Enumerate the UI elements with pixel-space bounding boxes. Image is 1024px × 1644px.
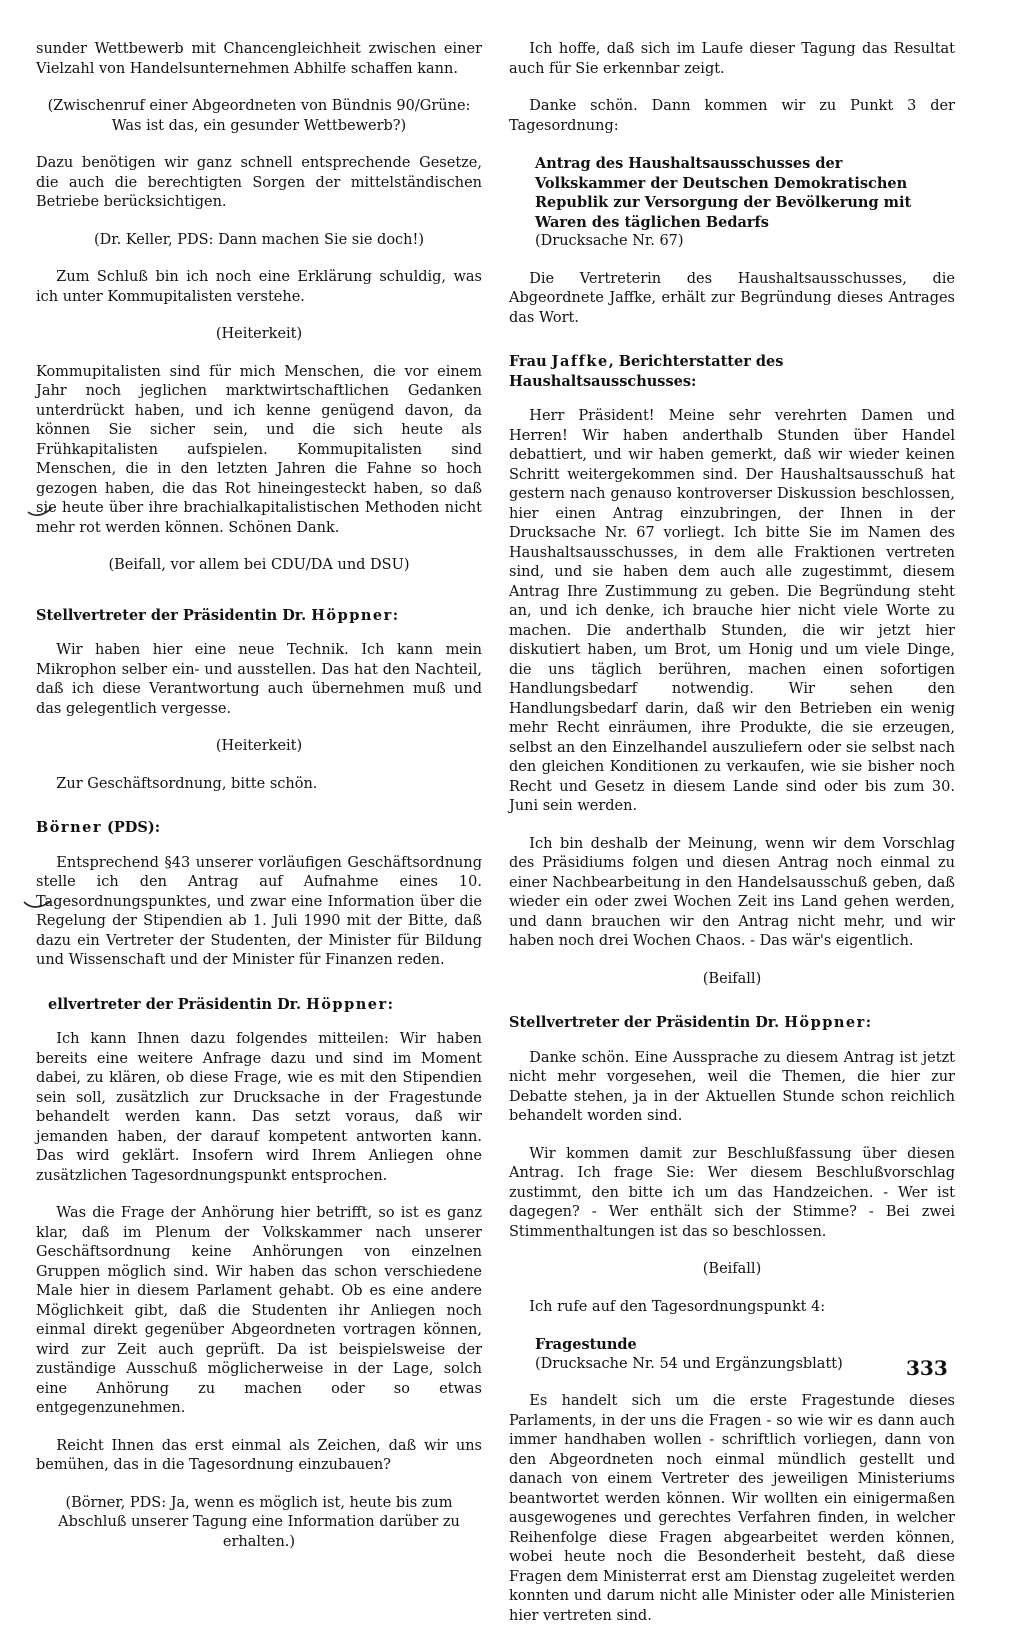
speaker-heading — [36, 606, 482, 626]
speaker-role: , Berichterstatter des Haushaltsausschusses: — [509, 353, 784, 390]
paragraph: Es handelt sich um die erste Fragestunde dieses Parlaments, in der uns die Fragen - so wie wir es dann auch immer handhaben wollen - schriftlich vorliegen, dann von den Abgeordneten noch einmal mündlich gestellt und danach von einem Vertreter des jeweiligen Ministeriums beantwortet werden können. Wir wollten ein einigermaßen ausgewogenes und gerechtes Verfahren finden, in welcher Reihenfolge diese Fragen abgearbeitet werden können, wobei heute noch die Besonderheit besteht, daß diese Fragen dem Ministerrat erst am Dienstag zugeleitet werden konnten und darum nicht alle Minister oder alle Ministerien hier vertreten sind. — [509, 1393, 955, 1624]
paragraph: Entsprechend §43 unserer vorläufigen Geschäftsordnung stelle ich den Antrag auf Aufnahme eines 10. Tagesordnungspunktes, und zwar eine Information über die Regelung der Stipendien ab 1. Juli 1990 mit der Bitte, daß dazu ein Vertreter der Studenten, der Minister für Bildung und Wissenschaft und der Minister für Finanzen reden. — [36, 854, 482, 968]
scan-mark — [26, 502, 56, 522]
paragraph: Ich bin deshalb der Meinung, wenn wir dem Vorschlag des Präsidiums folgen und diesen Antrag noch einmal zu einer Nachbearbeitung in den Handelsausschuß geben, daß wieder ein oder zwei Wochen Zeit ins Land gehen werden, und dann brauchen wir den Antrag nicht mehr, und wir haben noch drei Wochen Chaos. - Das wär's eigentlich. — [509, 835, 955, 949]
paragraph: Danke schön. Dann kommen wir zu Punkt 3 der Tagesordnung: — [509, 98, 955, 134]
agenda-reference: (Drucksache Nr. 54 und Ergänzungsblatt) — [535, 1355, 843, 1372]
interjection: (Beifall, vor allem bei CDU/DA und DSU) — [108, 557, 410, 573]
paragraph: Wir haben hier eine neue Technik. Ich kann mein Mikrophon selber ein- und ausstellen. Das hat den Nachteil, daß ich diese Verantwortung auch übernehmen muß und das gelegentlich vergesse. — [36, 642, 482, 717]
paragraph: Zum Schluß bin ich noch eine Erklärung schuldig, was ich unter Kommupitalisten verstehe. — [36, 269, 482, 305]
paragraph: Kommupitalisten sind für mich Menschen, die vor einem Jahr noch jeglichen marktwirtschaftlichen Gedanken unterdrückt haben, und ich kenne genügend davon, da können Sie sicher sein, und die sich heute als Frühkapitalisten aufspielen. Kommupitalisten sind Menschen, die in den letzten Jahren die Fahne so hoch gezogen haben, die das Rot hineingesteckt haben, so daß sie heute über ihre brachialkapitalistischen Methoden nicht mehr rot werden können. Schönen Dank. — [36, 363, 482, 536]
agenda-title: Antrag des Haushaltsausschusses der Volkskammer der Deutschen Demokratischen Republik zur Versorgung der Bevölkerung mit Waren des täglichen Bedarfs — [535, 155, 912, 231]
agenda-item — [509, 1335, 955, 1374]
speaker-label: Stellvertreter der Präsidentin Dr. — [509, 1014, 785, 1031]
speaker-title: Frau — [509, 353, 552, 370]
speaker-name: Jaffke — [551, 353, 609, 370]
paragraph: sunder Wettbewerb mit Chancengleichheit zwischen einer Vielzahl von Handelsunternehmen Abhilfe schaffen kann. — [36, 41, 482, 77]
paragraph: Was die Frage der Anhörung hier betrifft, so ist es ganz klar, daß im Plenum der Volkskammer nach unserer Geschäftsordnung keine Anhörungen von einzelnen Gruppen möglich sind. Wir haben das schon verschiedene Male hier in diesem Parlament gehabt. Ob es eine andere Möglichkeit gibt, daß die Studenten ihr Anliegen noch einmal direkt gegenüber Abgeordneten vortragen können, wird zur Zeit auch geprüft. Da ist beispielsweise der zuständige Ausschuß möglicherweise in der Lage, solch eine Anhörung zu machen oder so etwas entgegenzunehmen. — [36, 1205, 482, 1416]
scan-mark — [22, 894, 52, 914]
speaker-colon: : — [865, 1014, 872, 1031]
paragraph: Zur Geschäftsordnung, bitte schön. — [56, 775, 318, 792]
paragraph: Dazu benötigen wir ganz schnell entsprechende Gesetze, die auch die berechtigten Sorgen der mittelständischen Betriebe berücksichtigen. — [36, 155, 482, 210]
page-number: 333 — [906, 1356, 948, 1380]
speaker-heading — [509, 352, 955, 391]
agenda-item — [509, 154, 955, 252]
interjection: (Dr. Keller, PDS: Dann machen Sie sie doch!) — [93, 231, 424, 248]
paragraph: Reicht Ihnen das erst einmal als Zeichen, daß wir uns bemühen, das in die Tagesordnung einzubauen? — [36, 1437, 482, 1473]
paragraph: Ich kann Ihnen dazu folgendes mitteilen: Wir haben bereits eine weitere Anfrage dazu und sind im Moment dabei, zu klären, ob diese Frage, wie es mit den Stipendien sein soll, zusätzlich zur Drucksache in der Fragestunde behandelt werden kann. Das setzt voraus, daß wir jemanden haben, der darauf kompetent antworten kann. Das wird geklärt. Insofern wird Ihrem Anliegen ohne zusätzlichen Tagesordnungspunkt entsprochen. — [36, 1031, 482, 1184]
paragraph: Ich rufe auf den Tagesordnungspunkt 4: — [529, 1298, 826, 1315]
paragraph: Herr Präsident! Meine sehr verehrten Damen und Herren! Wir haben anderthalb Stunden über Handel debattiert, und wir haben gemerkt, daß wir wieder keinen Schritt weitergekommen sind. Der Haushaltsausschuß hat gestern nach genauso kontroverser Diskussion beschlossen, hier einen Antrag einzubringen, der Ihnen in der Drucksache Nr. 67 vorliegt. Ich bitte Sie im Namen des Haushaltsausschusses, in dem alle Fraktionen vertreten sind, und sie haben dem auch alle zugestimmt, diesem Antrag Ihre Zustimmung zu geben. Die Begründung steht an, und ich denke, ich brauche hier nicht viele Worte zu machen. Die anderthalb Stunden, die wir jetzt hier diskutiert haben, um Brot, um Honig und um viele Dinge, die uns täglich berühren, machen einen sofortigen Handlungsbedarf notwendig. Wir sehen den Handlungsbedarf darin, daß wir den Betrieben ein wenig mehr Recht einräumen, ihre Produkte, die sie erzeugen, selbst an den Einzelhandel auszuliefern oder sie selbst nach den gleichen Konditionen zu verkaufen, wie sie bisher noch Recht und Gesetz in diesem Lande sind oder bis zum 30. Juni sein werden. — [509, 408, 955, 814]
speaker-name: Höppner — [306, 995, 388, 1013]
paragraph: Wir kommen damit zur Beschlußfassung über diesen Antrag. Ich frage Sie: Wer diesem Beschlußvorschlag zustimmt, den bitte ich um das Handzeichen. - Wer ist dagegen? - Wer enthält sich der Stimme? - Bei zwei Stimmenthaltungen ist das so beschlossen. — [509, 1145, 955, 1240]
agenda-reference: (Drucksache Nr. 67) — [535, 233, 684, 249]
interjection: (Börner, PDS: Ja, wenn es möglich ist, heute bis zum Abschluß unserer Tagung eine Information darüber zu erhalten.) — [58, 1494, 460, 1550]
speaker-colon: : — [392, 606, 399, 624]
speaker-label: ellvertreter der Präsidentin Dr. — [48, 995, 307, 1013]
paragraph: Danke schön. Eine Aussprache zu diesem Antrag ist jetzt nicht mehr vorgesehen, weil die Themen, die hier zur Debatte stehen, ja in der Aktuellen Stunde schon reichlich behandelt worden sind. — [509, 1049, 955, 1124]
speaker-party: (PDS): — [101, 819, 161, 836]
paragraph: Ich hoffe, daß sich im Laufe dieser Tagung das Resultat auch für Sie erkennbar zeigt. — [509, 41, 955, 77]
right-column — [509, 40, 955, 1644]
interjection: (Heiterkeit) — [215, 738, 303, 754]
speaker-name: Höppner — [311, 606, 393, 624]
speaker-name: Börner — [36, 819, 102, 836]
speaker-name: Höppner — [784, 1014, 866, 1031]
speaker-heading — [36, 995, 482, 1015]
speaker-colon: : — [387, 995, 393, 1013]
paragraph: Die Vertreterin des Haushaltsausschusses, die Abgeordnete Jaffke, erhält zur Begründung dieses Antrages das Wort. — [509, 270, 955, 326]
speaker-heading — [36, 818, 482, 838]
left-column — [36, 40, 482, 1570]
interjection: (Heiterkeit) — [215, 326, 303, 342]
interjection: (Beifall) — [702, 970, 762, 987]
speaker-label: Stellvertreter der Präsidentin Dr. — [36, 606, 312, 624]
agenda-title: Fragestunde — [535, 1336, 637, 1353]
speaker-heading — [509, 1013, 955, 1033]
interjection: (Zwischenruf einer Abgeordneten von Bündnis 90/Grüne: Was ist das, ein gesunder Wettbewerb?) — [47, 98, 471, 134]
interjection: (Beifall) — [702, 1261, 762, 1277]
